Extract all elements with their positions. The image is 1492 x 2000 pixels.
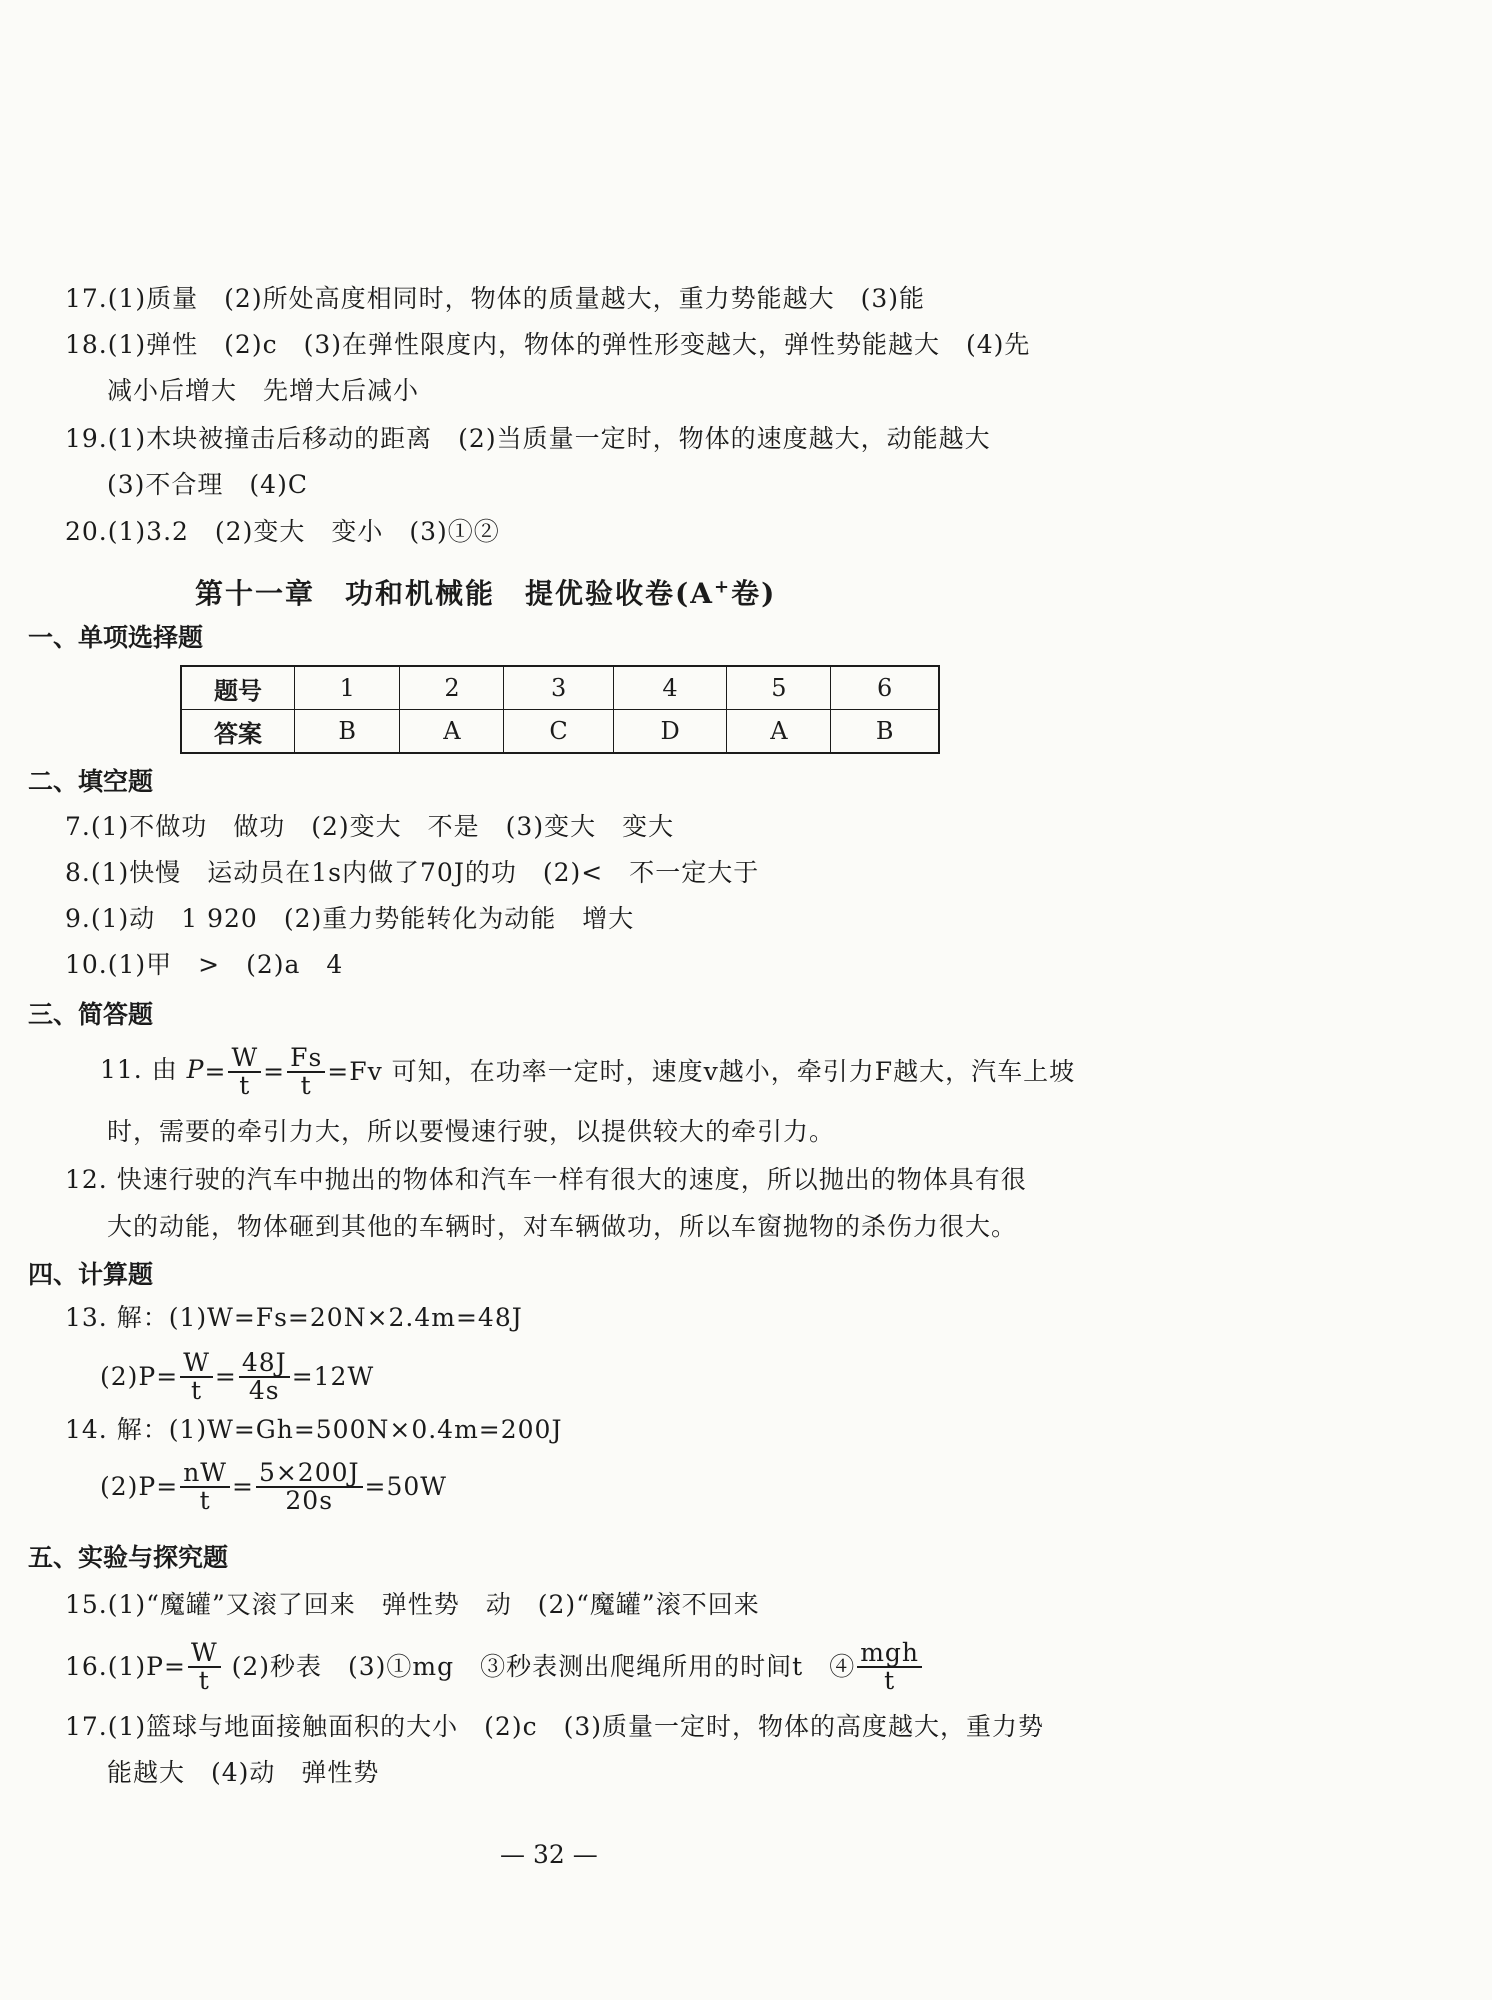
- q14-result: =50W: [364, 1471, 447, 1501]
- denominator: t: [191, 1375, 203, 1405]
- answer-q18-line1: 18.(1)弹性 (2)c (3)在弹性限度内，物体的弹性形变越大，弹性势能越大 (4)先: [65, 330, 1031, 359]
- q16-middle: (2)秒表 (3)①mg ③秒表测出爬绳所用的时间t ④: [231, 1651, 856, 1681]
- table-cell: C: [504, 710, 613, 754]
- answer-q7: 7.(1)不做功 做功 (2)变大 不是 (3)变大 变大: [65, 812, 675, 841]
- q11-prefix: 11. 由: [100, 1055, 178, 1084]
- answer-q13-line2: (2)P= $\frac{W}{t}$ = $\frac{48J}{4s}$ =12W: [100, 1347, 375, 1405]
- q16-prefix: 16.(1)P=: [65, 1651, 186, 1681]
- answer-q13-line1: 13. 解：(1)W=Fs=20N×2.4m=48J: [65, 1303, 523, 1332]
- table-cell: 3: [504, 666, 613, 710]
- answer-q20: 20.(1)3.2 (2)变大 变小 (3)①②: [65, 517, 500, 546]
- table-cell: B: [295, 710, 400, 754]
- fraction: [180, 1457, 230, 1515]
- numerator: W: [188, 1640, 221, 1668]
- chapter-title-main: 第十一章 功和机械能 提优验收卷(A: [195, 577, 714, 610]
- answer-q17-line1: 17.(1)篮球与地面接触面积的大小 (2)c (3)质量一定时，物体的高度越大，重力势: [65, 1712, 1045, 1741]
- denominator: t: [884, 1665, 896, 1695]
- table-cell: 5: [727, 666, 831, 710]
- table-cell: A: [400, 710, 504, 754]
- chapter-title-sup: +: [713, 576, 732, 598]
- denominator: t: [198, 1665, 210, 1695]
- answer-q17-line2: 能越大 (4)动 弹性势: [107, 1758, 380, 1787]
- answer-q14-line2: (2)P= $\frac{nW}{t}$ = $\frac{5\times 200J}{20s}$ =50W: [100, 1457, 447, 1515]
- q11-var-p: P: [186, 1055, 205, 1084]
- answer-q9: 9.(1)动 1 920 (2)重力势能转化为动能 增大: [65, 904, 635, 933]
- table-header-answer: 答案: [181, 710, 295, 754]
- answer-table: [180, 665, 940, 754]
- fraction: [239, 1347, 290, 1405]
- chapter-title: [195, 572, 776, 612]
- q11-rest: 可知，在功率一定时，速度v越小，牵引力F越大，汽车上坡: [391, 1056, 1076, 1086]
- denominator: t: [199, 1485, 211, 1515]
- fraction: [287, 1042, 325, 1100]
- table-cell: 4: [613, 666, 727, 710]
- numerator: 48J: [239, 1350, 290, 1378]
- fraction: [188, 1637, 221, 1695]
- fraction: [228, 1042, 261, 1100]
- numerator: 5×200J: [256, 1460, 363, 1488]
- section-heading-calc: 四、计算题: [28, 1260, 154, 1289]
- fraction: [256, 1457, 363, 1515]
- table-cell: 6: [831, 666, 939, 710]
- denominator: t: [239, 1070, 251, 1100]
- table-row: [181, 666, 939, 710]
- section-heading-short: 三、简答题: [28, 1000, 154, 1029]
- table-cell: A: [727, 710, 831, 754]
- answer-q14-line1: 14. 解：(1)W=Gh=500N×0.4m=200J: [65, 1415, 563, 1444]
- denominator: 4s: [248, 1375, 280, 1405]
- section-heading-experiment: 五、实验与探究题: [28, 1543, 229, 1572]
- numerator: W: [180, 1350, 213, 1378]
- answer-q19-line1: 19.(1)木块被撞击后移动的距离 (2)当质量一定时，物体的速度越大，动能越大: [65, 424, 991, 453]
- fraction: [857, 1637, 922, 1695]
- answer-q19-line2: (3)不合理 (4)C: [107, 470, 308, 499]
- page-number: — 32 —: [500, 1840, 598, 1869]
- answer-q11-line2: 时，需要的牵引力大，所以要慢速行驶，以提供较大的牵引力。: [107, 1117, 836, 1146]
- numerator: mgh: [857, 1640, 922, 1668]
- answer-q10: 10.(1)甲 > (2)a 4: [65, 950, 344, 979]
- answer-q12-line2: 大的动能，物体砸到其他的车辆时，对车辆做功，所以车窗抛物的杀伤力很大。: [107, 1212, 1018, 1241]
- section-heading-choice: 一、单项选择题: [28, 623, 204, 652]
- table-row: [181, 710, 939, 754]
- answer-q15: 15.(1)“魔罐”又滚了回来 弹性势 动 (2)“魔罐”滚不回来: [65, 1590, 760, 1619]
- chapter-title-tail: 卷): [731, 577, 777, 610]
- denominator: 20s: [285, 1485, 334, 1515]
- table-cell: 2: [400, 666, 504, 710]
- denominator: t: [300, 1070, 312, 1100]
- table-cell: D: [613, 710, 727, 754]
- numerator: Fs: [287, 1045, 325, 1073]
- section-heading-fill: 二、填空题: [28, 767, 154, 796]
- fraction: [180, 1347, 213, 1405]
- table-header-number: 题号: [181, 666, 295, 710]
- q14-prefix: (2)P=: [100, 1471, 179, 1501]
- answer-q17-prev: 17.(1)质量 (2)所处高度相同时，物体的质量越大，重力势能越大 (3)能: [65, 284, 925, 313]
- q13-prefix: (2)P=: [100, 1361, 179, 1391]
- q11-fv: =Fv: [327, 1056, 383, 1086]
- answer-q16: [65, 1635, 924, 1697]
- answer-q11-line1: 11. 由 P= $\frac{W}{t}$ = $\frac{Fs}{t}$ =Fv 可知，在功率一定时，速度v越小，牵引力F越大，汽车上坡: [100, 1042, 1076, 1100]
- numerator: nW: [180, 1460, 230, 1488]
- q13-result: =12W: [291, 1361, 375, 1391]
- answer-q8: 8.(1)快慢 运动员在1s内做了70J的功 (2)< 不一定大于: [65, 858, 760, 887]
- numerator: W: [228, 1045, 261, 1073]
- table-cell: 1: [295, 666, 400, 710]
- answer-q12-line1: 12. 快速行驶的汽车中抛出的物体和汽车一样有很大的速度，所以抛出的物体具有很: [65, 1165, 1027, 1194]
- table-cell: B: [831, 710, 939, 754]
- answer-q18-line2: 减小后增大 先增大后减小: [107, 376, 420, 405]
